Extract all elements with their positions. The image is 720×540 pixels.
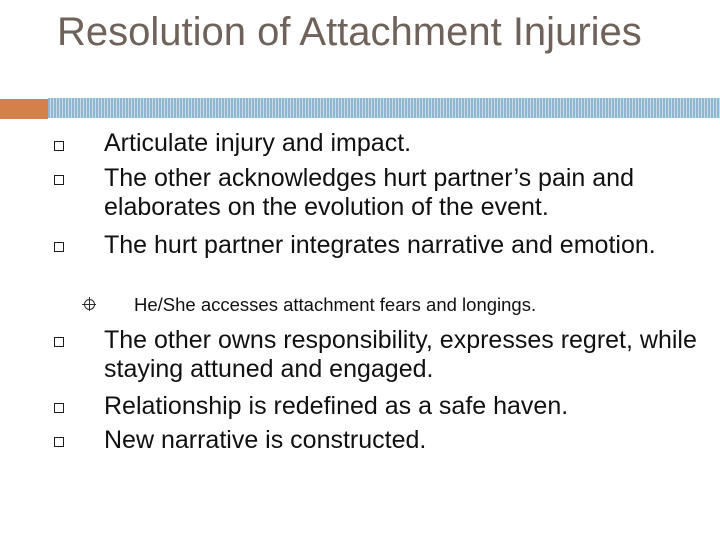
bullet-item: New narrative is constructed. <box>104 426 427 454</box>
crosshair-bullet-icon <box>84 299 95 310</box>
bullet-item: Relationship is redefined as a safe haven. <box>104 392 569 420</box>
bullet-item: The other owns responsibility, expresses regret, while staying attuned and engaged. <box>104 326 697 383</box>
bullet-item: The other acknowledges hurt partner’s pain and elaborates on the evolution of the event. <box>104 164 634 221</box>
slide-title: Resolution of Attachment Injuries <box>57 10 642 54</box>
square-bullet-icon <box>54 175 64 185</box>
square-bullet-icon <box>54 141 64 151</box>
square-bullet-icon <box>54 403 64 413</box>
sub-bullet-item: He/She accesses attachment fears and longings. <box>134 294 537 315</box>
bullet-item: Articulate injury and impact. <box>104 129 412 157</box>
square-bullet-icon <box>54 437 64 447</box>
square-bullet-icon <box>54 337 64 347</box>
bullet-item: The hurt partner integrates narrative and emotion. <box>104 231 656 259</box>
square-bullet-icon <box>54 242 64 252</box>
